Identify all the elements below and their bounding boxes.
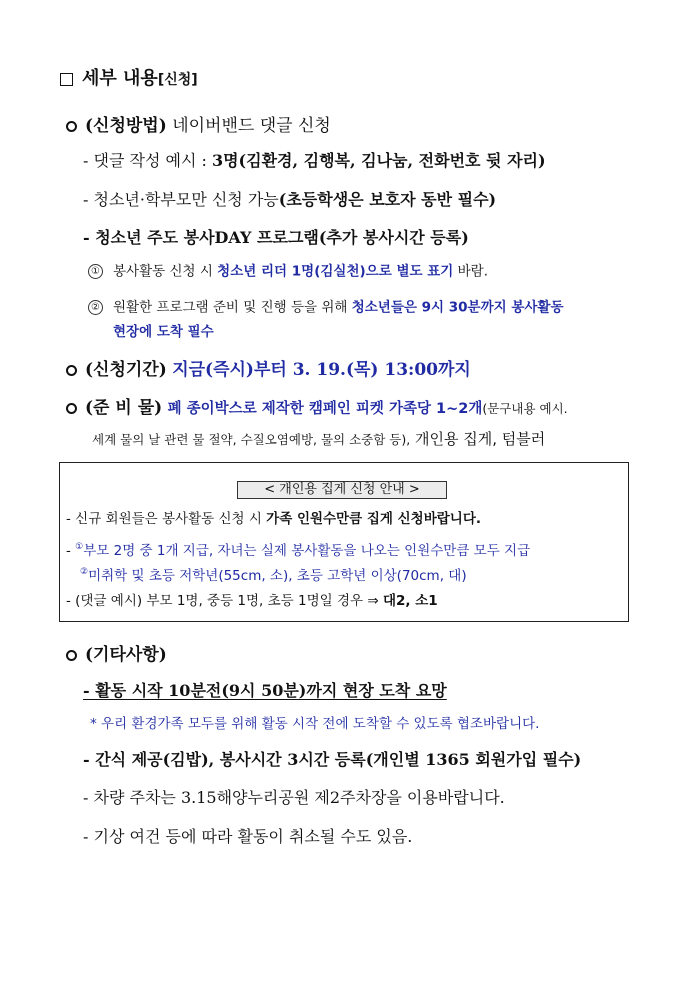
number-1-icon: ①	[88, 264, 103, 279]
etc-item-4: - 기상 여건 등에 따라 활동이 취소될 수도 있음.	[83, 827, 413, 846]
etc-item-1: - 활동 시작 10분전(9시 50분)까지 현장 도착 요망	[83, 681, 447, 700]
period-row	[66, 362, 471, 379]
example-value: 3명(김환경, 김행복, 김나눔, 전화번호 뒷 자리)	[211, 151, 546, 170]
box-l2-sup: ①	[75, 542, 84, 552]
method-label: (신청방법)	[85, 116, 167, 136]
prep-value: 폐 종이박스로 제작한 캠페인 피켓 가족당 1~2개	[167, 401, 483, 417]
note-2-cont: 현장에 도착 필수	[113, 324, 214, 340]
method-row	[66, 118, 331, 135]
prep-row	[66, 400, 568, 417]
bullet-circle-icon	[66, 650, 77, 661]
method-value: 네이버밴드 댓글 신청	[172, 116, 331, 136]
etc-row	[66, 647, 167, 664]
box-l4-a: - (댓글 예시) 부모 1명, 중등 1명, 초등 1명일 경우 ⇒	[66, 593, 383, 609]
note-1	[88, 264, 488, 279]
box-l1-a: - 신규 회원들은 봉사활동 신청 시	[66, 511, 267, 527]
prep-note: (문구내용 예시.	[482, 401, 568, 416]
prep-line2	[92, 432, 545, 447]
note1-c: 바람.	[453, 263, 488, 280]
number-2-icon: ②	[88, 300, 103, 315]
note-2	[88, 300, 564, 315]
section-heading	[82, 70, 198, 88]
box-line-3	[80, 568, 467, 584]
eligibility	[83, 192, 496, 208]
eligibility-prefix: - 청소년·학부모만 신청 가능	[83, 190, 279, 209]
comment-example	[83, 153, 546, 169]
eligibility-value: (초등학생은 보호자 동반 필수)	[278, 190, 497, 209]
checkbox-square-icon	[60, 73, 73, 86]
notice-box-title: < 개인용 집게 신청 안내 >	[237, 481, 447, 499]
note2-b: 청소년들은 9시 30분까지 봉사활동	[351, 299, 564, 316]
box-l3-sup: ②	[80, 567, 89, 577]
box-line-1	[66, 513, 481, 527]
prep-line2-text: 세계 물의 날 관련 물 절약, 수질오염예방, 물의 소중함 등),	[92, 432, 411, 447]
etc-item-3: - 차량 주차는 3.15해양누리공원 제2주차장을 이용바랍니다.	[83, 788, 505, 807]
period-value: 지금(즉시)부터 3. 19.(목) 13:00까지	[172, 360, 471, 380]
note1-b: 청소년 리더 1명(김실천)으로 별도 표기	[217, 263, 454, 280]
note2-a: 원활한 프로그램 준비 및 진행 등을 위해	[113, 299, 352, 316]
note1-a: 봉사활동 신청 시	[113, 263, 218, 280]
box-line-4	[66, 595, 438, 609]
box-l2-text: 부모 2명 중 1개 지급, 자녀는 실제 봉사활동을 나오는 인원수만큼 모두 지급	[83, 543, 531, 559]
bullet-circle-icon	[66, 403, 77, 414]
box-line-2	[66, 543, 530, 559]
period-label: (신청기간)	[85, 360, 167, 380]
box-l3-text: 미취학 및 초등 저학년(55cm, 소), 초등 고학년 이상(70cm, 대)	[88, 568, 467, 584]
heading-suffix: [신청]	[157, 72, 198, 88]
box-l4-b: 대2, 소1	[382, 593, 438, 609]
box-l2-dash: -	[66, 543, 76, 559]
bullet-circle-icon	[66, 365, 77, 376]
program-title: - 청소년 주도 봉사DAY 프로그램(추가 봉사시간 등록)	[83, 228, 469, 247]
etc-item-2: - 간식 제공(김밥), 봉사시간 3시간 등록(개인별 1365 회원가입 필수)	[83, 750, 582, 769]
etc-label: (기타사항)	[85, 645, 167, 665]
bullet-circle-icon	[66, 121, 77, 132]
etc-item-1-note: * 우리 환경가족 모두를 위해 활동 시작 전에 도착할 수 있도록 협조바랍니다.	[90, 716, 540, 732]
box-l1-b: 가족 인원수만큼 집게 신청바랍니다.	[266, 511, 481, 527]
prep-label: (준 비 물)	[85, 398, 163, 418]
heading-text: 세부 내용	[82, 68, 158, 89]
example-prefix: - 댓글 작성 예시 :	[83, 151, 212, 170]
prep-tail: 개인용 집게, 텀블러	[410, 430, 546, 448]
